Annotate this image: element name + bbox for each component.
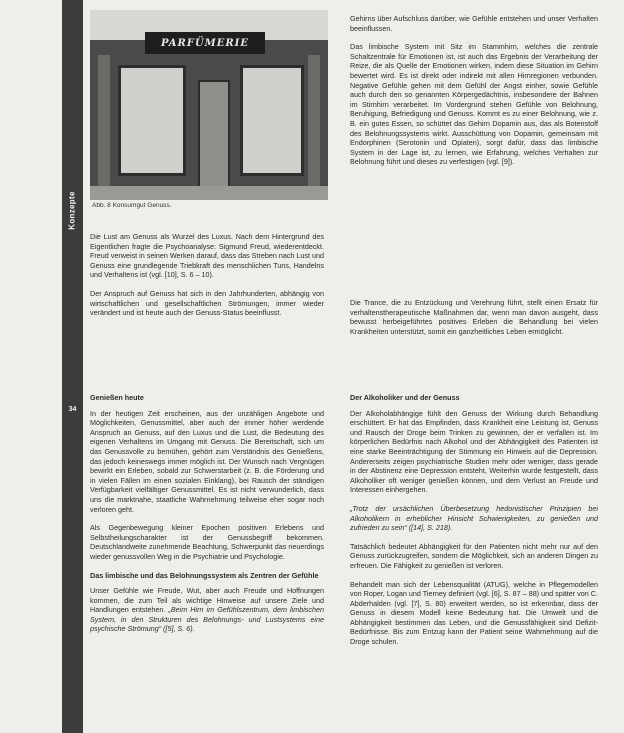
paragraph: Die Lust am Genuss als Wurzel des Luxus. Nach dem Hintergrund des Eigentlichen fragte die Psychoanalyse: Sigmund Freud, wiederentdeckt. Freud verweist in seinen Werken darauf, dass das Streben nach Lust und Genuss eine grundlegende Triebkraft des menschlichen Tuns, Handelns und Verhaltens ist (vgl. [10], S. 6 – 10). [90,232,324,280]
paragraph: Unser Gefühle wie Freude, Wut, aber auch Freude und Hoffnungen kommen, die zum Teil als wichtige Hinweise auf unsere Ziele und Handlungen entstehen. „Beim Hirn im Gefühlszentrum, dem limbischen System, in den Strukturen des Belohnungs- und Lustsystems eine psychische Strömung“ ([5], S. 6). [90,586,324,634]
figure-caption: Abb. 8 Konsumgut Genuss. [92,202,172,209]
shop-photo [90,10,328,200]
paragraph: Behandelt man sich der Lebensqualität (ATUG), welche in Pflegemodellen von Roper, Logan und Tierney definiert (vgl. [6], S. 87 – 88) und später von C. Abderhalden (vgl. [7], S. 80) erweitert werden, so ist erkennbar, dass der Genuss in diesem Modell keine Bedeutung hat. Die Umwelt und die Abhängigkeit bestimmen das Leben, und die Genussfähigkeit sind Defizit-Bedürfnisse. Bis zum Entzug kann der Patient seine Wahrnehmung auf die Droge schulen. [350,579,598,647]
chapter-label: Konzepte [68,190,77,230]
chapter-tab [62,0,83,733]
paragraph: Tatsächlich bedeutet Abhängigkeit für den Patienten nicht mehr nur auf den Genuss zurückzugreifen, sondern die Möglichkeit, sich an anderen Dingen zu erfreuen. Die Fähigkeit zu genießen ist verloren. [350,541,598,570]
paragraph: In der heutigen Zeit erscheinen, aus der unzähligen Angebote und Möglichkeiten, Genussmittel, aber auch der immer höher werdende Anspruch an Genuss, auf den Luxus und die Lust, die Bedeutung des eigenen Verhaltens im Umgang mit Genuss. Die Bereitschaft, sich um das Genussvolle zu bemühen, gehört zum Verständnis des Genießens, das jedoch keineswegs immer möglich ist. Der Wunsch nach Vergnügen bewirkt ein Erleben, sobald zur Schwerstarbeit (z. B. die Förderung und in vielen Fällen im einen sozialen Einklang), bei Rausch der ständigen Verfügbarkeit vielfältiger Genussmittel. Es ist nicht verwunderlich, dass uns die marktnahe, staatliche Wahrnehmung teilweise eher sogar noch verloren geht. [90,408,324,514]
paragraph: Gehirns über Aufschluss darüber, wie Gefühle entstehen und unser Verhalten beeinflussen. [350,14,598,33]
right-top-column [350,14,598,176]
left-bottom-column [90,393,324,643]
section-heading: Der Alkoholiker und der Genuss [350,393,460,402]
section-heading: Das limbische und das Belohnungssystem als Zentren der Gefühle [90,570,319,580]
page-number: 34 [68,406,77,413]
paragraph: Das limbische System mit Sitz im Stammhirn, welches die zentrale Schaltzentrale für Emotionen ist, ist auch das Ergebnis der Verarbeitung der Reize, die als Quelle der Emotionen wirken, indem diese Situation im Gehirn bewertet wird. Es ist direkt oder indirekt mit allen Hirnregionen verbunden. Negative Gefühle gehen mit dem Gefühl der Angst einher, sowie Gefühle auch durch den so genannten Körpergedächtnis, insbesondere der Bahnen im Stirnhirn verarbeitet. Im Vordergrund stehen Gefühle von Belohnung, Beruhigung, Befriedigung und Genuss. Kommt es zu einer Belohnung, wie z. B. ein gutes Essen, so schüttet das Gehirn Dopamin aus, das als Botenstoff des Belohnungssystems wirkt. Ausschüttung von Dopamin, gemeinsam mit Endorphinen (Serotonin und Opiaten), sorgt dafür, dass das limbische System in der Lage ist, zu lernen, wie Erfahrung, welches Verhalten zur Belohnung führt und dieses zu verfestigen (vgl. [9]). [350,42,598,167]
left-top-column [90,232,324,327]
paragraph: Die Trance, die zu Entzückung und Verehrung führt, stellt einen Ersatz für verhaltenstherapeutische Maßnahmen dar, wenn man davon ausgeht, dass bewusst herbeigeführtes positives Erleben die Behandlung bei vielen Krankheiten unterstützt, somit ein ganzheitliches Leben ermöglicht. [350,298,598,336]
shop-sign: PARFÜMERIE [145,32,265,54]
section-heading: Genießen heute [90,393,144,402]
right-middle-column [350,298,598,345]
paragraph: Als Gegenbewegung kleiner Epochen positiven Erlebens und Selbstheilungscharakter ist der Genussbegriff bekommen. Deutschlandweite zunehmende Beachtung, Schwerpunkt das neuerdings wieder genussvollen Weg in die Psychiatrie und Psychologie. [90,523,324,561]
quote: „Trotz der ursächlichen Überbesetzung hedonistischer Prinzipien bei Alkoholikern in erheblicher Hinsicht Schwierigkeiten, zu genießen und zufrieden zu sein“ ([14], S. 218). [350,503,598,533]
paragraph: Der Alkoholabhängige fühlt den Genuss der Wirkung durch Behandlung erschüttert. Er hat das Empfinden, dass Krankheit eine Leistung ist, Genuss und Rausch der Droge beim Trinken zu gewinnen, der er verfallen ist. Im körperlichen Bedürfnis nach Alkohol und der Abhängigkeit des Patienten ist eine starke Beeinträchtigung der Stimmung ein Hinweis auf die Depression. Andererseits zeigen psychiatrische Studien mehr oder weniger, dass gerade in der Abstinenz eine Depression entsteht, Weiterhin wurde festgestellt, dass Alkoholiker oft weniger genießen können, und dem Verlust an Freude und Interessen einhergehen. [350,408,598,495]
right-bottom-column [350,393,598,656]
paragraph: Der Anspruch auf Genuss hat sich in den Jahrhunderten, abhängig von wirtschaftlichen und gesellschaftlichen Strömungen, immer wieder verändert und ist heute auch der Genuss-Status beeinflusst. [90,288,324,318]
